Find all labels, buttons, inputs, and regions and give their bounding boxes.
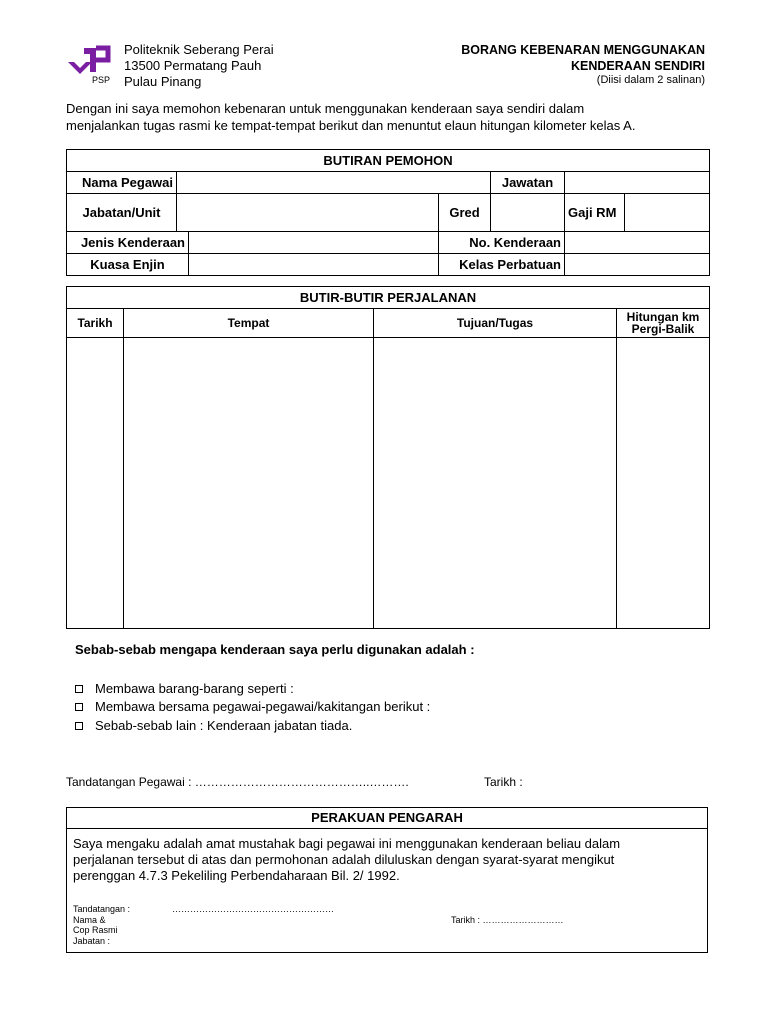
col-hitungan-header — [617, 309, 710, 338]
director-nama-label: Nama & — [73, 915, 106, 925]
director-approval-box — [66, 807, 708, 953]
director-signature-dots[interactable]: ……………………………………………… — [172, 904, 334, 914]
col-tujuan-header: Tujuan/Tugas — [374, 309, 617, 338]
hitungan-entry-area[interactable] — [617, 338, 710, 629]
officer-date-label[interactable]: Tarikh : — [484, 775, 523, 789]
approval-text-line-2: perjalanan tersebut di atas dan permohonan adalah diluluskan dengan syarat-syarat mengikut — [73, 852, 615, 867]
nama-pegawai-label: Nama Pegawai — [67, 172, 177, 194]
jenis-kenderaan-field[interactable] — [189, 232, 439, 254]
officer-signature-line[interactable]: Tandatangan Pegawai : ……………………………………..………. — [66, 775, 409, 789]
tujuan-entry-area[interactable] — [374, 338, 617, 629]
address-line-3: Pulau Pinang — [124, 74, 202, 89]
nama-pegawai-field[interactable] — [177, 172, 491, 194]
director-cop-label: Cop Rasmi — [73, 925, 118, 935]
reason-option-2-label: Membawa bersama pegawai-pegawai/kakitangan berikut : — [95, 699, 431, 714]
kelas-perbatuan-field[interactable] — [565, 254, 710, 276]
intro-line-1: Dengan ini saya memohon kebenaran untuk menggunakan kenderaan saya sendiri dalam — [66, 101, 585, 116]
director-approval-heading: PERAKUAN PENGARAH — [67, 808, 707, 829]
institution-address — [124, 42, 274, 90]
reasons-title: Sebab-sebab mengapa kenderaan saya perlu digunakan adalah : — [75, 642, 475, 657]
col-tempat-header: Tempat — [124, 309, 374, 338]
director-approval-text — [73, 836, 693, 884]
form-title-line-1: BORANG KEBENARAN MENGGUNAKAN — [461, 43, 705, 57]
kuasa-enjin-label: Kuasa Enjin — [67, 254, 189, 276]
col-tarikh-header: Tarikh — [67, 309, 124, 338]
gred-label: Gred — [439, 194, 491, 232]
form-title-line-2: KENDERAAN SENDIRI — [570, 59, 705, 73]
reason-option-1-label: Membawa barang-barang seperti : — [95, 681, 294, 696]
jawatan-label: Jawatan — [491, 172, 565, 194]
col-hitungan-line-2: Pergi-Balik — [631, 322, 695, 336]
logo-text: PSP — [92, 75, 111, 84]
psp-logo — [66, 44, 116, 84]
tempat-entry-area[interactable] — [124, 338, 374, 629]
form-subtitle: (Diisi dalam 2 salinan) — [596, 74, 705, 86]
gaji-field[interactable] — [625, 194, 710, 232]
approval-text-line-1: Saya mengaku adalah amat mustahak bagi pegawai ini menggunakan kenderaan beliau dalam — [73, 836, 621, 851]
travel-section-heading: BUTIR-BUTIR PERJALANAN — [67, 287, 710, 309]
applicant-details-table — [66, 149, 710, 276]
form-title — [461, 42, 705, 87]
reason-option-1[interactable] — [75, 681, 294, 696]
director-tarikh-field[interactable]: Tarikh : ……………………… — [451, 915, 564, 925]
applicant-section-heading: BUTIRAN PEMOHON — [67, 150, 710, 172]
gaji-label: Gaji RM — [565, 194, 625, 232]
intro-line-2: menjalankan tugas rasmi ke tempat-tempat berikut dan menuntut elaun hitungan kilometer kelas A. — [66, 118, 636, 133]
checkbox-icon[interactable] — [75, 703, 83, 711]
jabatan-unit-label: Jabatan/Unit — [67, 194, 177, 232]
approval-text-line-3: perenggan 4.7.3 Pekeliling Perbendaharaan Bil. 2/ 1992. — [73, 868, 400, 883]
jabatan-unit-field[interactable] — [177, 194, 439, 232]
no-kenderaan-label: No. Kenderaan — [439, 232, 565, 254]
reason-option-3[interactable] — [75, 718, 352, 733]
director-jabatan-label: Jabatan : — [73, 936, 111, 946]
gred-field[interactable] — [491, 194, 565, 232]
jenis-kenderaan-label: Jenis Kenderaan — [67, 232, 189, 254]
kelas-perbatuan-label: Kelas Perbatuan — [439, 254, 565, 276]
address-line-2: 13500 Permatang Pauh — [124, 58, 262, 73]
tarikh-entry-area[interactable] — [67, 338, 124, 629]
col-hitungan-line-1: Hitungan km — [626, 310, 700, 324]
jawatan-field[interactable] — [565, 172, 710, 194]
reason-option-2[interactable] — [75, 699, 430, 714]
checkbox-icon[interactable] — [75, 685, 83, 693]
intro-paragraph — [66, 100, 716, 134]
address-line-1: Politeknik Seberang Perai — [124, 42, 274, 57]
director-tandatangan-label: Tandatangan : — [73, 904, 131, 914]
kuasa-enjin-field[interactable] — [189, 254, 439, 276]
travel-details-table — [66, 286, 710, 629]
reason-option-3-label: Sebab-sebab lain : Kenderaan jabatan tiada. — [95, 718, 353, 733]
checkbox-icon[interactable] — [75, 722, 83, 730]
no-kenderaan-field[interactable] — [565, 232, 710, 254]
